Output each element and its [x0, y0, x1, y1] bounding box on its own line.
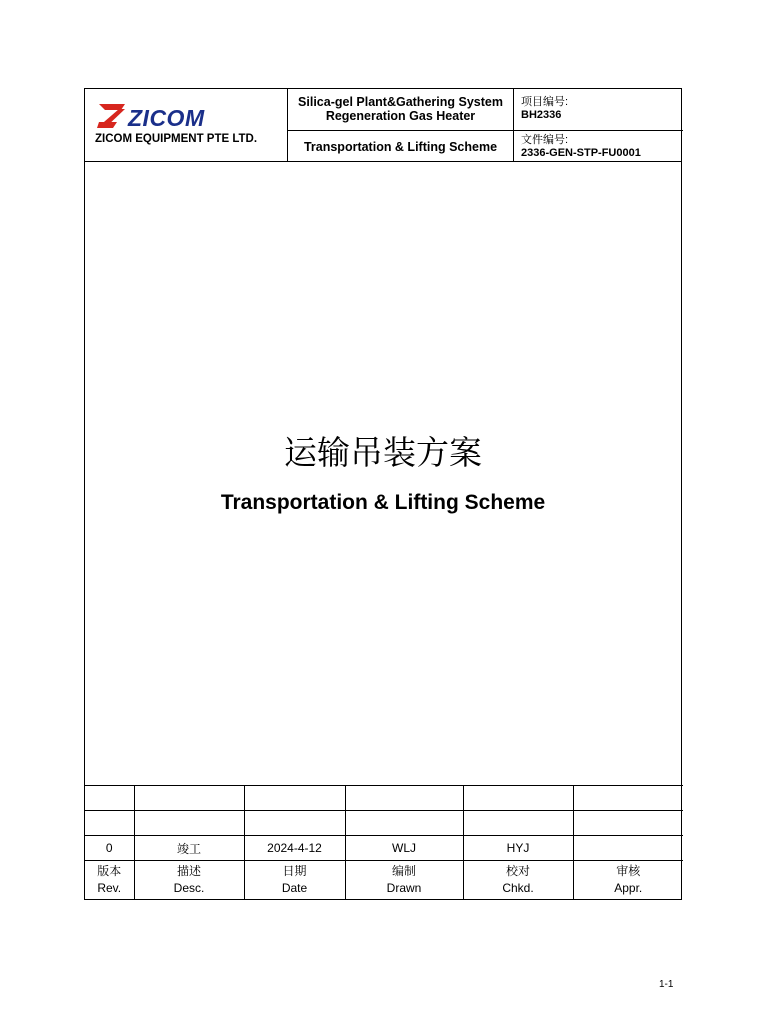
project-title	[288, 89, 514, 131]
project-title-line1: Silica-gel Plant&Gathering System	[298, 95, 503, 109]
header-approved: 审核 Appr.	[573, 861, 683, 900]
project-title-line2: Regeneration Gas Heater	[325, 109, 476, 123]
header-checked: 校对 Chkd.	[463, 861, 573, 900]
document-number-label: 文件编号:	[521, 134, 569, 146]
document-frame	[84, 88, 682, 900]
revision-date: 2024-4-12	[244, 836, 345, 861]
revision-approved	[573, 836, 683, 861]
document-number-cell	[514, 131, 683, 162]
logo-cell	[85, 89, 288, 161]
logo-wordmark: ZICOM	[128, 105, 205, 131]
header-date: 日期 Date	[244, 861, 345, 900]
project-number: BH2336	[521, 109, 562, 121]
revision-row-empty	[85, 811, 683, 836]
header-drawn: 编制 Drawn	[345, 861, 463, 900]
revision-checked: HYJ	[463, 836, 573, 861]
revision-number: 0	[85, 836, 134, 861]
main-title-english: Transportation & Lifting Scheme	[220, 491, 546, 514]
zicom-logo-icon	[95, 104, 127, 128]
revision-row	[85, 836, 683, 861]
document-number: 2336-GEN-STP-FU0001	[521, 147, 641, 159]
header-rev: 版本 Rev.	[85, 861, 134, 900]
revision-row-empty	[85, 786, 683, 811]
company-name: ZICOM EQUIPMENT PTE LTD.	[95, 133, 258, 145]
revision-description: 竣工	[134, 836, 244, 861]
project-number-cell	[514, 89, 683, 131]
revision-drawn: WLJ	[345, 836, 463, 861]
title-block	[85, 89, 681, 162]
revision-table	[85, 785, 683, 899]
main-title-chinese: 运输吊装方案	[284, 433, 482, 472]
page-number: 1-1	[659, 979, 674, 990]
header-desc: 描述 Desc.	[134, 861, 244, 900]
document-subtitle: Transportation & Lifting Scheme	[288, 131, 514, 162]
project-number-label: 项目编号:	[521, 96, 569, 108]
revision-header-row	[85, 861, 683, 900]
